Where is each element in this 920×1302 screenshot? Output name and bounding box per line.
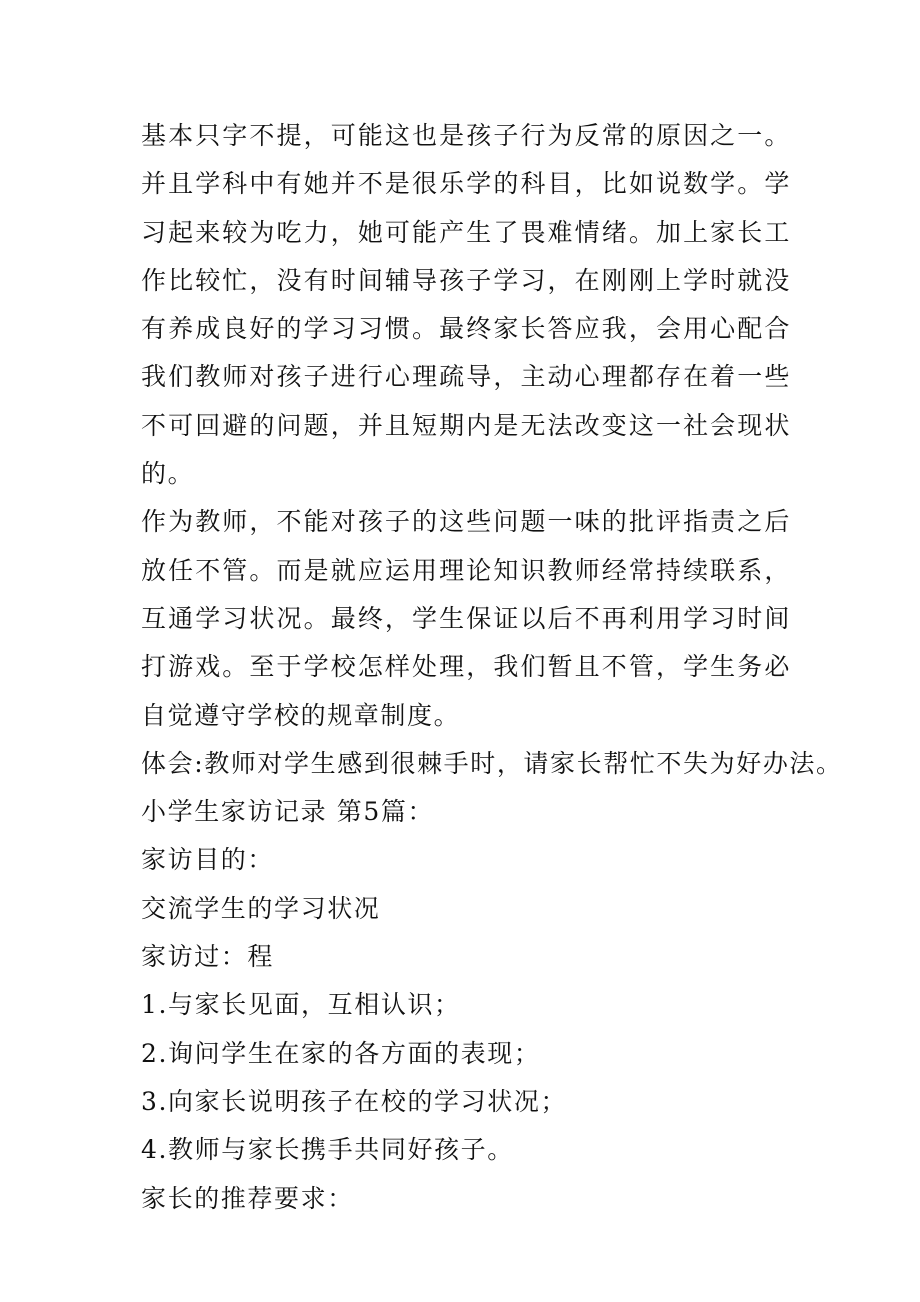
process-step: 4.教师与家长携手共同好孩子。 [141,1135,514,1165]
document-body [141,112,843,1223]
process-step: 2.询问学生在家的各方面的表现； [141,1038,541,1068]
purpose-label: 家访目的： [141,845,275,875]
section-title: 小学生家访记录 第5篇： [141,797,435,827]
paragraph-teacher-approach: 作为教师，不能对孩子的这些问题一味的批评指责之后放任不管。而是就应运用理论知识教师经常持续联系，互通学习状况。最终，学生保证以后不再利用学习时间打游戏。至于学校怎样处理，我们暂且不管，学生务必自觉遵守学校的规章制度。 [141,507,791,730]
process-step: 3.向家长说明孩子在校的学习状况； [141,1086,568,1116]
process-step: 1.与家长见面，互相认识； [141,990,461,1020]
paragraph-visit-details: 基本只字不提，可能这也是孩子行为反常的原因之一。并且学科中有她并不是很乐学的科目，比如说数学。学习起来较为吃力，她可能产生了畏难情绪。加上家长工作比较忙，没有时间辅导孩子学习，在刚刚上学时就没有养成良好的学习习惯。最终家长答应我，会用心配合我们教师对孩子进行心理疏导，主动心理都存在着一些不可回避的问题，并且短期内是无法改变这一社会现状的。 [141,121,791,489]
reflection-text: 体会:教师对学生感到很棘手时，请家长帮忙不失为好办法。 [141,748,843,778]
parent-requests-label: 家长的推荐要求： [141,1183,354,1213]
purpose-text: 交流学生的学习状况 [141,893,381,923]
process-label: 家访过：程 [141,942,275,972]
